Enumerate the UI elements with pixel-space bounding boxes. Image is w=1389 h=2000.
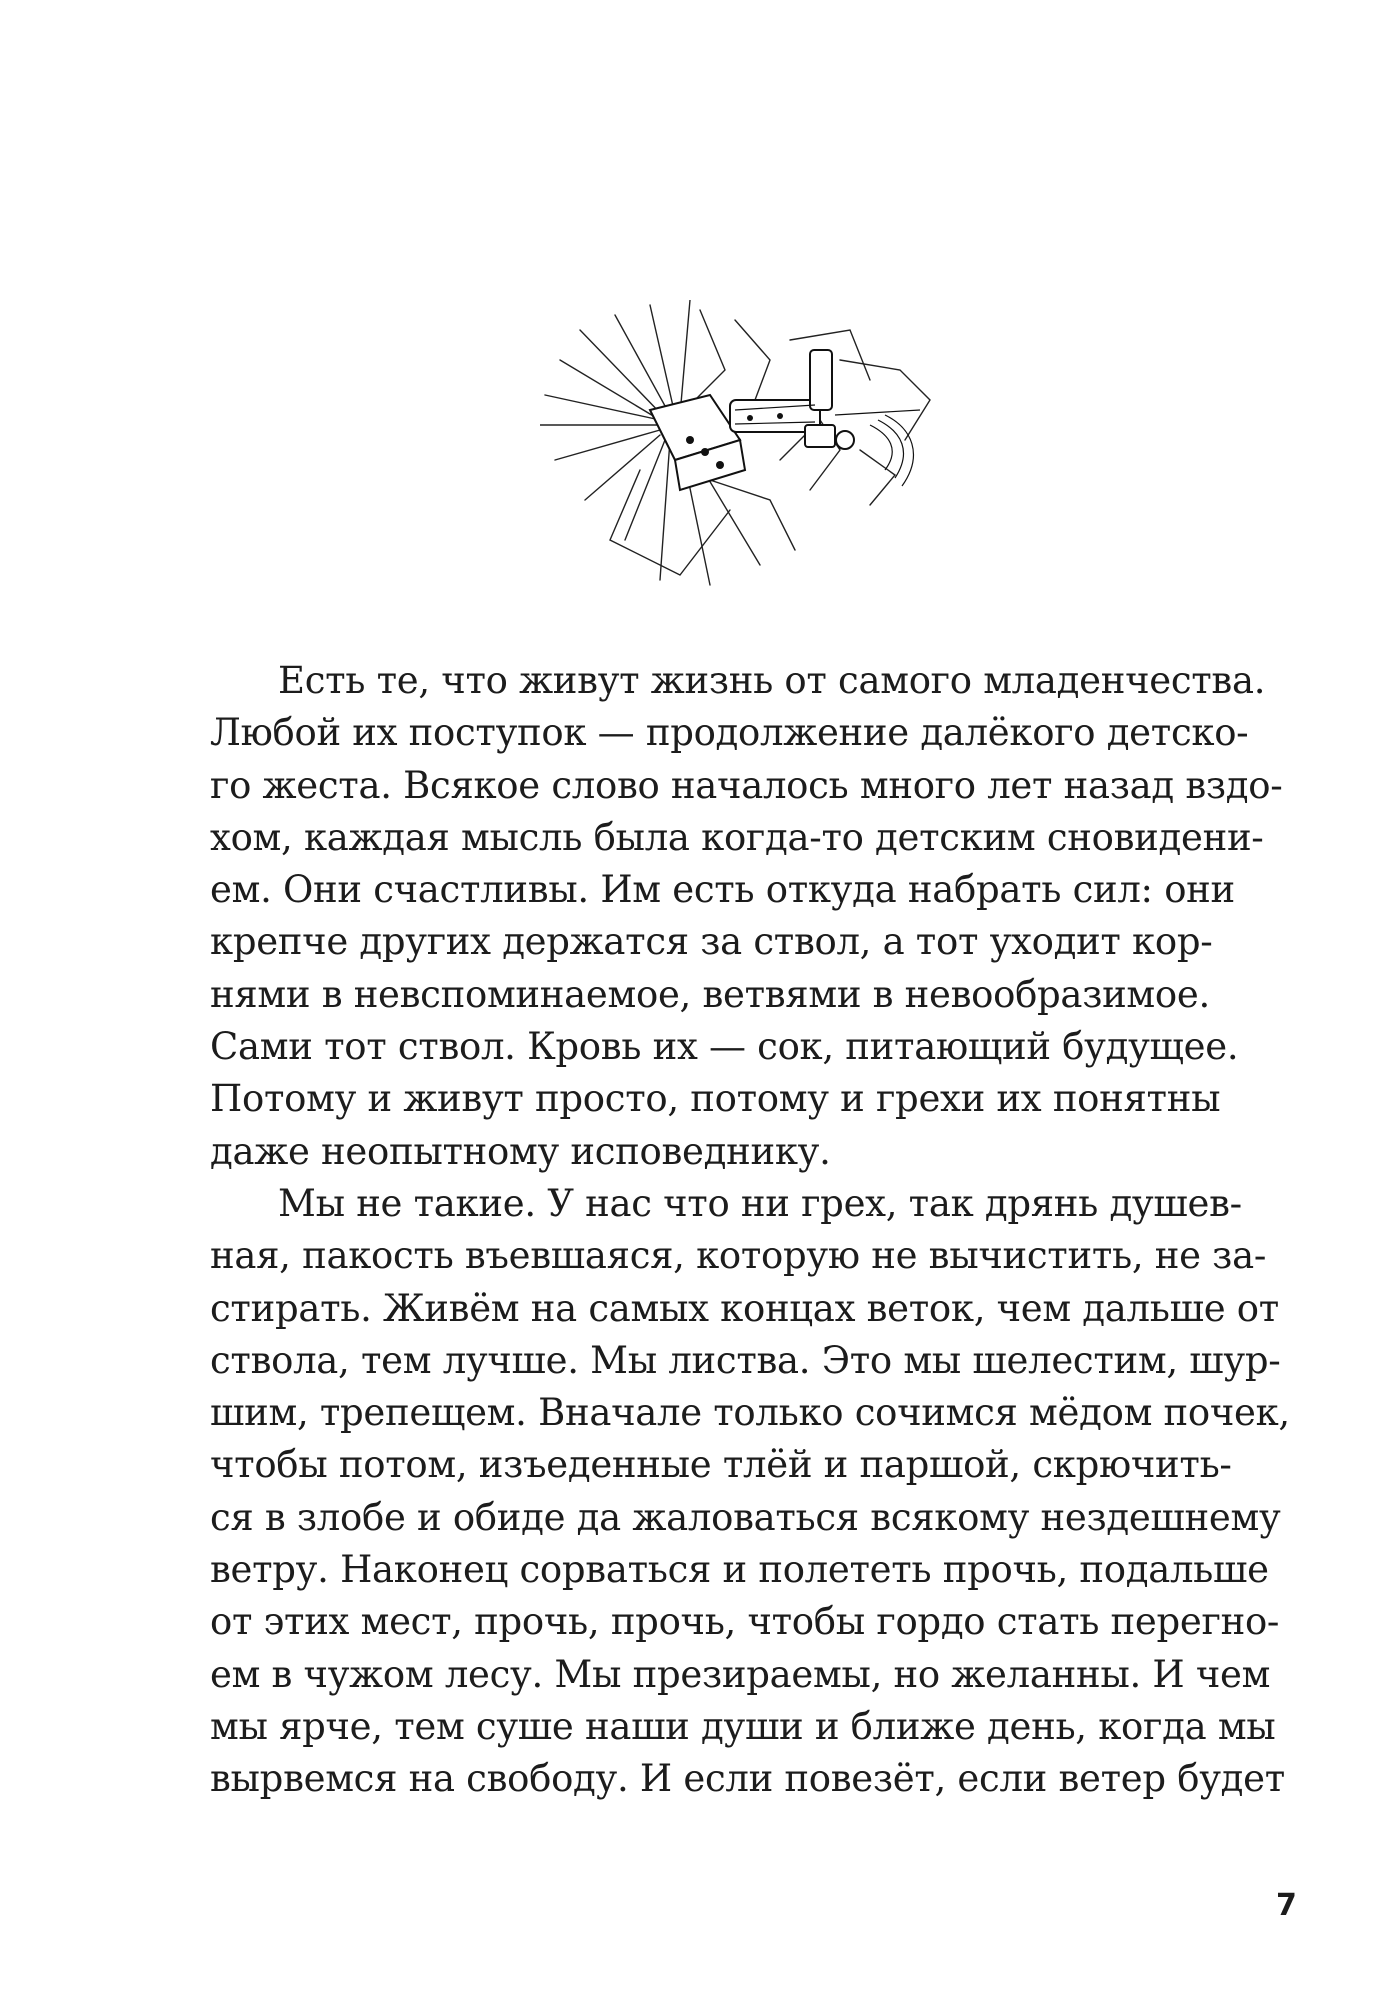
body-text: [210, 655, 1290, 1806]
text-line: от этих мест, прочь, прочь, чтобы гордо стать перегно-: [210, 1600, 1280, 1644]
text-line: Потому и живут просто, потому и грехи их понятны: [210, 1077, 1221, 1121]
text-line: хом, каждая мысль была когда-то детским сновидени-: [210, 815, 1264, 859]
text-line: Любой их поступок — продолжение далёкого детско-: [210, 711, 1249, 755]
text-line: шим, трепещем. Вначале только сочимся мёдом почек,: [210, 1391, 1290, 1435]
text-line: ем в чужом лесу. Мы презираемы, но желанны. И чем: [210, 1652, 1271, 1696]
drone-sketch-icon: [540, 300, 940, 590]
text-line: ветру. Наконец сорваться и полететь прочь, подальше: [210, 1548, 1269, 1592]
text-line: ствола, тем лучше. Мы листва. Это мы шелестим, шур-: [210, 1338, 1281, 1382]
text-line: ем. Они счастливы. Им есть откуда набрать сил: они: [210, 868, 1235, 912]
text-line: го жеста. Всякое слово началось много лет назад вздо-: [210, 763, 1283, 807]
text-line: стирать. Живём на самых концах веток, чем дальше от: [210, 1286, 1279, 1330]
text-line: крепче других держатся за ствол, а тот уходит кор-: [210, 920, 1213, 964]
text-line: мы ярче, тем суше наши души и ближе день, когда мы: [210, 1704, 1276, 1748]
text-line: Сами тот ствол. Кровь их — сок, питающий будущее.: [210, 1025, 1239, 1069]
text-line: вырвемся на свободу. И если повезёт, если ветер будет: [210, 1757, 1285, 1801]
page-number: 7: [1276, 1888, 1297, 1923]
text-line: нями в невспоминаемое, ветвями в невообразимое.: [210, 972, 1210, 1016]
text-line: чтобы потом, изъеденные тлёй и паршой, скрючить-: [210, 1443, 1232, 1487]
text-line: Мы не такие. У нас что ни грех, так дрянь душев-: [278, 1181, 1242, 1225]
text-line: ная, пакость въевшаяся, которую не вычистить, не за-: [210, 1234, 1267, 1278]
text-line: ся в злобе и обиде да жаловаться всякому нездешнему: [210, 1495, 1281, 1539]
text-line: даже неопытному исповеднику.: [210, 1129, 831, 1173]
text-line: Есть те, что живут жизнь от самого младенчества.: [278, 659, 1266, 702]
